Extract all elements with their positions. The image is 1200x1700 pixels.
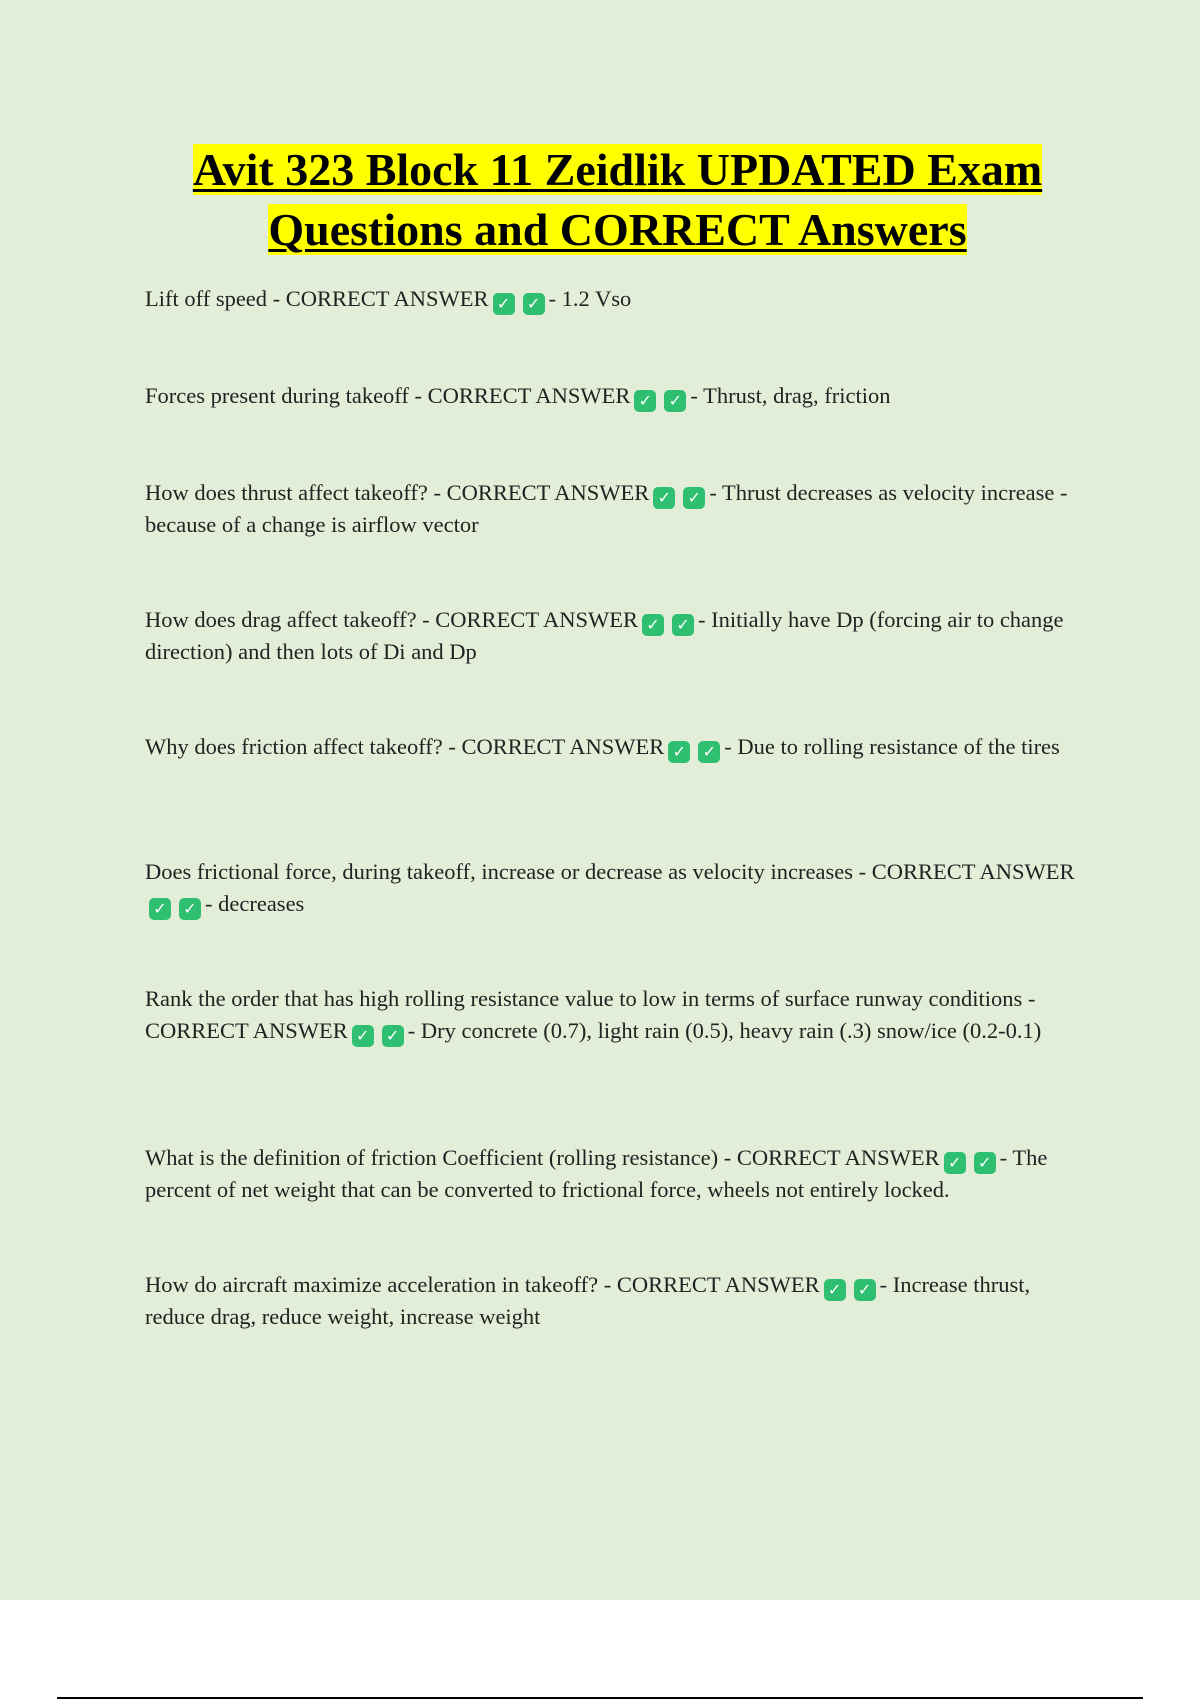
question-text: Lift off speed - CORRECT ANSWER [145, 286, 489, 311]
answer-text: - Dry concrete (0.7), light rain (0.5), heavy rain (.3) snow/ice (0.2-0.1) [407, 1018, 1042, 1043]
answer-text: - decreases [205, 891, 305, 916]
qa-item [145, 380, 1095, 412]
check-mark-icon: ✓ [698, 741, 720, 763]
question-text: Forces present during takeoff - CORRECT ANSWER [145, 383, 631, 408]
answer-text: - Due to rolling resistance of the tires [724, 734, 1060, 759]
check-mark-icon: ✓ [974, 1152, 996, 1174]
answer-text: - Thrust, drag, friction [690, 383, 891, 408]
qa-item [145, 1269, 1095, 1333]
answer-text: - Initially have Dp (forcing air to change direction) and then lots of Di and Dp [145, 607, 1064, 664]
check-mark-icon: ✓ [149, 898, 171, 920]
qa-item [145, 731, 1095, 763]
check-mark-icon: ✓ [668, 741, 690, 763]
check-mark-icon: ✓ [642, 614, 664, 636]
question-text: How does thrust affect takeoff? - CORRECT ANSWER [145, 480, 650, 505]
document-title [60, 140, 1175, 260]
check-mark-icon: ✓ [854, 1279, 876, 1301]
qa-item [145, 477, 1095, 541]
check-mark-icon: ✓ [382, 1025, 404, 1047]
qa-item [145, 283, 1095, 315]
title-line-1: Avit 323 Block 11 Zeidlik UPDATED Exam [192, 144, 1043, 195]
title-line-2: Questions and CORRECT Answers [268, 204, 967, 255]
question-text: What is the definition of friction Coefficient (rolling resistance) - CORRECT ANSWER [145, 1145, 940, 1170]
check-mark-icon: ✓ [352, 1025, 374, 1047]
answer-text: - The percent of net weight that can be converted to frictional force, wheels not entirely locked. [145, 1145, 1048, 1202]
question-text: How do aircraft maximize acceleration in takeoff? - CORRECT ANSWER [145, 1272, 820, 1297]
check-mark-icon: ✓ [493, 293, 515, 315]
question-text: Does frictional force, during takeoff, increase or decrease as velocity increases - CORRECT ANSWER [145, 859, 1075, 884]
answer-text: - 1.2 Vso [548, 286, 632, 311]
check-mark-icon: ✓ [634, 390, 656, 412]
check-mark-icon: ✓ [179, 898, 201, 920]
answer-text: - Thrust decreases as velocity increase - because of a change is airflow vector [145, 480, 1068, 537]
check-mark-icon: ✓ [653, 487, 675, 509]
footer-divider [57, 1697, 1143, 1699]
qa-item [145, 1142, 1095, 1206]
check-mark-icon: ✓ [683, 487, 705, 509]
check-mark-icon: ✓ [944, 1152, 966, 1174]
question-text: Why does friction affect takeoff? - CORRECT ANSWER [145, 734, 665, 759]
question-text: How does drag affect takeoff? - CORRECT ANSWER [145, 607, 639, 632]
check-mark-icon: ✓ [664, 390, 686, 412]
qa-item [145, 983, 1095, 1047]
check-mark-icon: ✓ [824, 1279, 846, 1301]
answer-text: - Increase thrust, reduce drag, reduce weight, increase weight [145, 1272, 1031, 1329]
check-mark-icon: ✓ [523, 293, 545, 315]
check-mark-icon: ✓ [672, 614, 694, 636]
qa-item [145, 604, 1095, 668]
question-text: Rank the order that has high rolling resistance value to low in terms of surface runway conditions - CORRECT ANSWER [145, 986, 1036, 1043]
qa-item [145, 856, 1095, 920]
